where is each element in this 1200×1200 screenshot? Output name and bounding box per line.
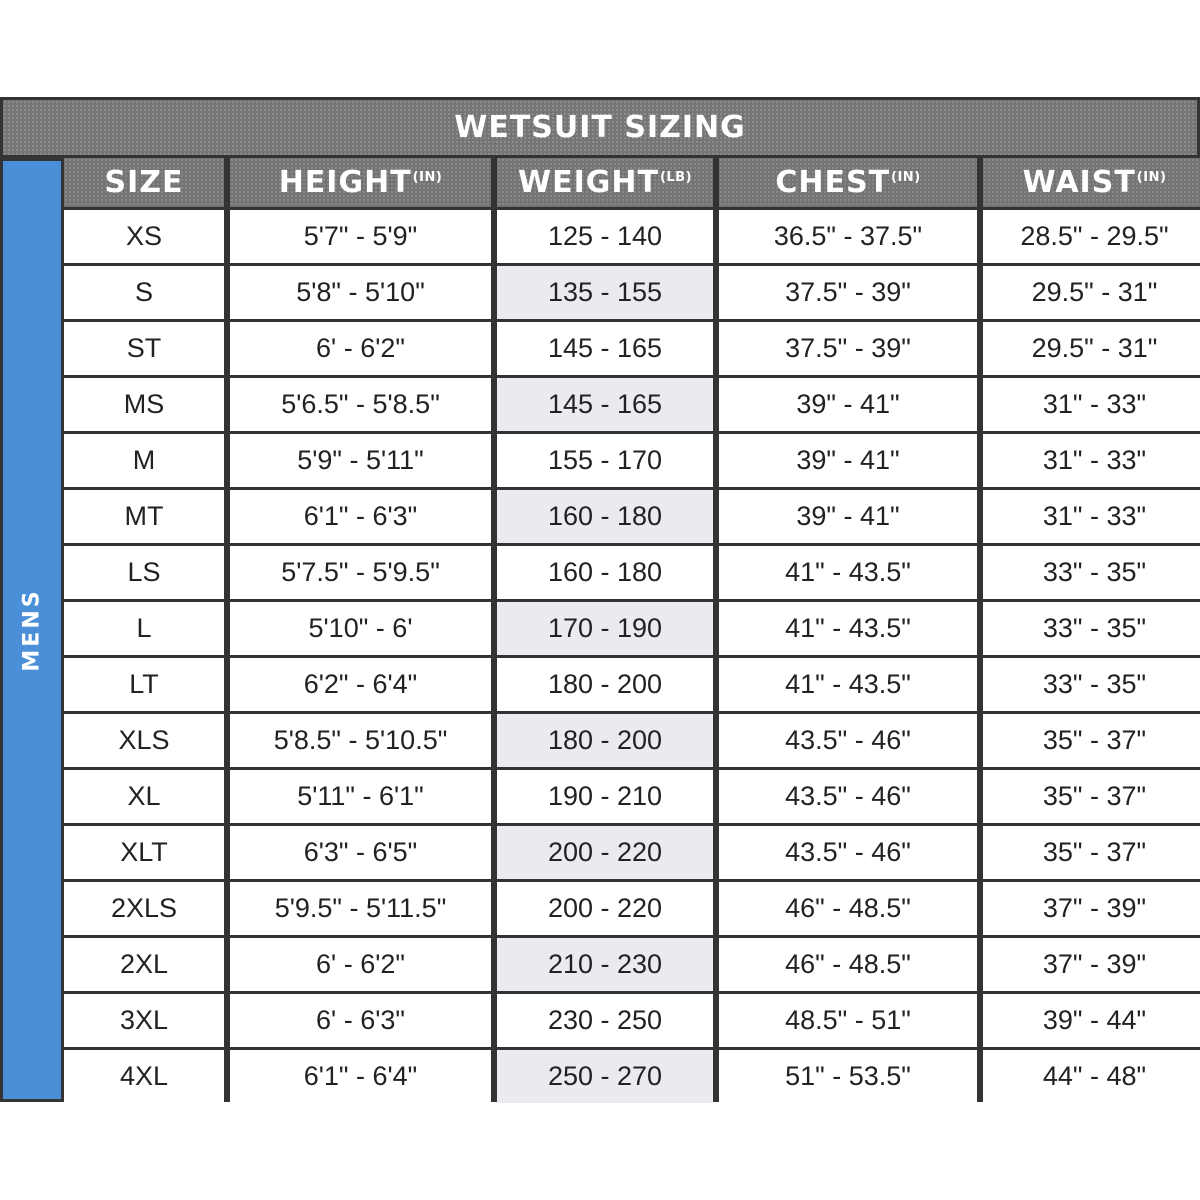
- cell-weight: 210 - 230: [497, 938, 713, 991]
- cell-weight: 200 - 220: [497, 882, 713, 935]
- cell-size: LS: [64, 546, 224, 599]
- cell-height: 6' - 6'2": [230, 322, 491, 375]
- cell-weight: 155 - 170: [497, 434, 713, 487]
- cell-waist: 29.5" - 31": [983, 322, 1200, 375]
- header-size: [64, 158, 224, 207]
- cell-chest: 41" - 43.5": [719, 602, 977, 655]
- cell-chest: 43.5" - 46": [719, 826, 977, 879]
- cell-waist: 31" - 33": [983, 378, 1200, 431]
- cell-height: 6' - 6'2": [230, 938, 491, 991]
- cell-waist: 37" - 39": [983, 938, 1200, 991]
- header-unit: (LB): [659, 170, 693, 185]
- cell-weight: 170 - 190: [497, 602, 713, 655]
- cell-size: 2XLS: [64, 882, 224, 935]
- chart-title: WETSUIT SIZING: [454, 110, 746, 145]
- cell-height: 5'6.5" - 5'8.5": [230, 378, 491, 431]
- cell-weight: 145 - 165: [497, 378, 713, 431]
- cell-height: 6'1" - 6'4": [230, 1050, 491, 1103]
- cell-size: MT: [64, 490, 224, 543]
- cell-chest: 39" - 41": [719, 490, 977, 543]
- title-bar: [0, 97, 1200, 155]
- cell-waist: 28.5" - 29.5": [983, 210, 1200, 263]
- cell-size: XS: [64, 210, 224, 263]
- cell-waist: 33" - 35": [983, 602, 1200, 655]
- header-label: HEIGHT: [278, 165, 412, 200]
- cell-chest: 43.5" - 46": [719, 770, 977, 823]
- cell-chest: 39" - 41": [719, 434, 977, 487]
- header-label: CHEST: [775, 165, 891, 200]
- cell-waist: 39" - 44": [983, 994, 1200, 1047]
- cell-size: ST: [64, 322, 224, 375]
- cell-waist: 33" - 35": [983, 658, 1200, 711]
- cell-height: 5'9" - 5'11": [230, 434, 491, 487]
- cell-waist: 44" - 48": [983, 1050, 1200, 1103]
- cell-size: 4XL: [64, 1050, 224, 1103]
- cell-height: 5'7.5" - 5'9.5": [230, 546, 491, 599]
- mens-side-band: [3, 161, 61, 1099]
- cell-size: 3XL: [64, 994, 224, 1047]
- cell-size: MS: [64, 378, 224, 431]
- cell-waist: 33" - 35": [983, 546, 1200, 599]
- header-label: SIZE: [104, 165, 184, 200]
- cell-chest: 39" - 41": [719, 378, 977, 431]
- mens-label: MENS: [19, 588, 45, 672]
- cell-height: 5'7" - 5'9": [230, 210, 491, 263]
- cell-waist: 35" - 37": [983, 714, 1200, 767]
- cell-size: XLT: [64, 826, 224, 879]
- cell-height: 6'2" - 6'4": [230, 658, 491, 711]
- cell-chest: 41" - 43.5": [719, 546, 977, 599]
- header-height: [230, 158, 491, 207]
- header-unit: (IN): [412, 170, 443, 185]
- cell-height: 5'10" - 6': [230, 602, 491, 655]
- header-unit: (IN): [1136, 170, 1167, 185]
- cell-chest: 43.5" - 46": [719, 714, 977, 767]
- cell-height: 5'9.5" - 5'11.5": [230, 882, 491, 935]
- cell-chest: 46" - 48.5": [719, 882, 977, 935]
- cell-size: XLS: [64, 714, 224, 767]
- cell-size: XL: [64, 770, 224, 823]
- header-chest: [719, 158, 977, 207]
- cell-weight: 250 - 270: [497, 1050, 713, 1103]
- cell-size: M: [64, 434, 224, 487]
- cell-weight: 160 - 180: [497, 490, 713, 543]
- cell-height: 5'8" - 5'10": [230, 266, 491, 319]
- header-label: WEIGHT: [517, 165, 659, 200]
- cell-weight: 180 - 200: [497, 714, 713, 767]
- cell-size: S: [64, 266, 224, 319]
- cell-weight: 230 - 250: [497, 994, 713, 1047]
- cell-chest: 36.5" - 37.5": [719, 210, 977, 263]
- sizing-chart: [0, 97, 1200, 1102]
- header-waist: [983, 158, 1200, 207]
- cell-chest: 37.5" - 39": [719, 322, 977, 375]
- header-label: WAIST: [1022, 165, 1136, 200]
- cell-chest: 48.5" - 51": [719, 994, 977, 1047]
- cell-weight: 200 - 220: [497, 826, 713, 879]
- cell-waist: 31" - 33": [983, 490, 1200, 543]
- cell-waist: 37" - 39": [983, 882, 1200, 935]
- cell-chest: 46" - 48.5": [719, 938, 977, 991]
- cell-weight: 135 - 155: [497, 266, 713, 319]
- cell-weight: 180 - 200: [497, 658, 713, 711]
- cell-waist: 35" - 37": [983, 770, 1200, 823]
- cell-weight: 145 - 165: [497, 322, 713, 375]
- cell-height: 6'3" - 6'5": [230, 826, 491, 879]
- cell-height: 5'11" - 6'1": [230, 770, 491, 823]
- cell-height: 6'1" - 6'3": [230, 490, 491, 543]
- cell-waist: 29.5" - 31": [983, 266, 1200, 319]
- sizing-table: [64, 158, 1200, 1102]
- header-weight: [497, 158, 713, 207]
- cell-size: LT: [64, 658, 224, 711]
- cell-height: 5'8.5" - 5'10.5": [230, 714, 491, 767]
- cell-chest: 51" - 53.5": [719, 1050, 977, 1103]
- cell-weight: 125 - 140: [497, 210, 713, 263]
- cell-chest: 41" - 43.5": [719, 658, 977, 711]
- header-unit: (IN): [891, 170, 921, 185]
- cell-size: 2XL: [64, 938, 224, 991]
- cell-size: L: [64, 602, 224, 655]
- cell-weight: 160 - 180: [497, 546, 713, 599]
- cell-weight: 190 - 210: [497, 770, 713, 823]
- cell-waist: 35" - 37": [983, 826, 1200, 879]
- cell-height: 6' - 6'3": [230, 994, 491, 1047]
- cell-chest: 37.5" - 39": [719, 266, 977, 319]
- cell-waist: 31" - 33": [983, 434, 1200, 487]
